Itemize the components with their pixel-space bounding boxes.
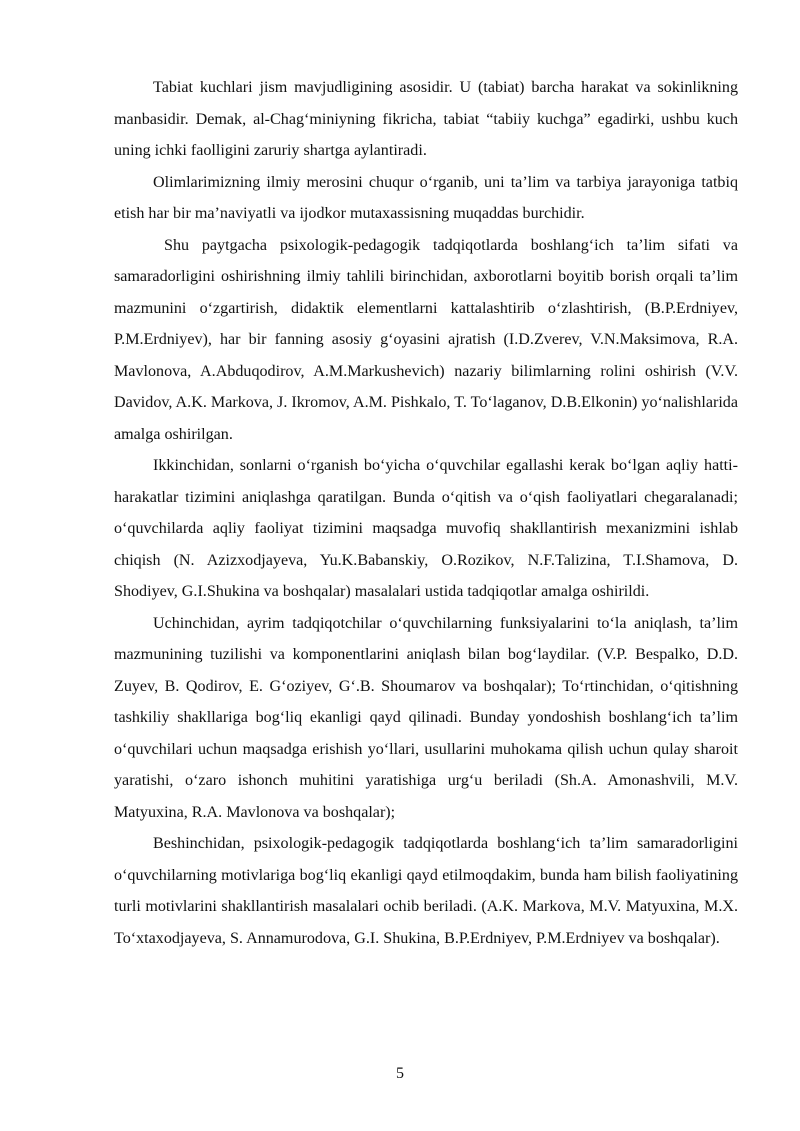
paragraph-nature-forces: Tabiat kuchlari jism mavjudligining asosidir. U (tabiat) barcha harakat va sokinlikning manbasidir. Demak, al-Chag‘miniyning fikricha, tabiat “tabiiy kuchga” egadirki, ushbu kuch uning ichki faolligini zaruriy shartga aylantiradi. <box>114 79 738 159</box>
body-text <box>114 72 738 954</box>
page-number: 5 <box>396 1065 404 1082</box>
paragraph-second-direction: Ikkinchidan, sonlarni o‘rganish bo‘yicha o‘quvchilar egallashi kerak bo‘lgan aqliy hatti-harakatlar tizimini aniqlashga qaratilgan. Bunda o‘qitish va o‘qish faoliyatlari chegaralanadi; o‘quvchilarda aqliy faoliyat tizimini maqsadga muvofiq shakllantirish mexanizmini ishlab chiqish (N. Azizxodjayeva, Yu.K.Babanskiy, O.Rozikov, N.F.Talizina, T.I.Shamova, D. Shodiyev, G.I.Shukina va boshqalar) masalalari ustida tadqiqotlar amalga oshirildi. <box>114 457 738 600</box>
paragraph-first-direction: Shu paytgacha psixologik-pedagogik tadqiqotlarda boshlang‘ich ta’lim sifati va samaradorligini oshirishning ilmiy tahlili birinchidan, axborotlarni boyitib borish orqali ta’lim mazmunini o‘zgartirish, didaktik elementlarni kattalashtirib o‘zlashtirish, (B.P.Erdniyev, P.M.Erdniyev), har bir fanning asosiy g‘oyasini ajratish (I.D.Zverev, V.N.Maksimova, R.A. Mavlonova, A.Abduqodirov, A.M.Markushevich) nazariy bilimlarning rolini oshirish (V.V. Davidov, A.K. Markova, J. Ikromov, A.M. Pishkalo, T. To‘laganov, D.B.Elkonin) yo‘nalishlarida amalga oshirilgan. <box>114 236 738 443</box>
paragraph-third-fourth-direction: Uchinchidan, ayrim tadqiqotchilar o‘quvchilarning funksiyalarini to‘la aniqlash, ta’lim mazmunining tuzilishi va komponentlarini aniqlash bilan bog‘laydilar. (V.P. Bespalko, D.D. Zuyev, B. Qodirov, E. G‘oziyev, G‘.B. Shoumarov va boshqalar); To‘rtinchidan, o‘qitishning tashkiliy shakllariga bog‘liq ekanligi qayd qilinadi. Bunday yondoshish boshlang‘ich ta’lim o‘quvchilari uchun maqsadga erishish yo‘llari, usullarini muhokama qilish uchun qulay sharoit yaratishi, o‘zaro ishonch muhitini yaratishiga urg‘u beriladi (Sh.A. Amonashvili, M.V. Matyuxina, R.A. Mavlonova va boshqalar); <box>114 614 738 821</box>
paragraph-fifth-direction: Beshinchidan, psixologik-pedagogik tadqiqotlarda boshlang‘ich ta’lim samaradorligini o‘quvchilarning motivlariga bog‘liq ekanligi qayd etilmoqdakim, bunda ham bilish faoliyatining turli motivlarini shakllantirish masalalari ochib beriladi. (A.K. Markova, M.V. Matyuxina, M.X. To‘xtaxodjayeva, S. Annamurodova, G.I. Shukina, B.P.Erdniyev, P.M.Erdniyev va boshqalar). <box>114 835 738 947</box>
paragraph-scholars-heritage: Olimlarimizning ilmiy merosini chuqur o‘rganib, uni ta’lim va tarbiya jarayoniga tatbiq etish har bir ma’naviyatli va ijodkor mutaxassisning muqaddas burchidir. <box>114 173 738 222</box>
